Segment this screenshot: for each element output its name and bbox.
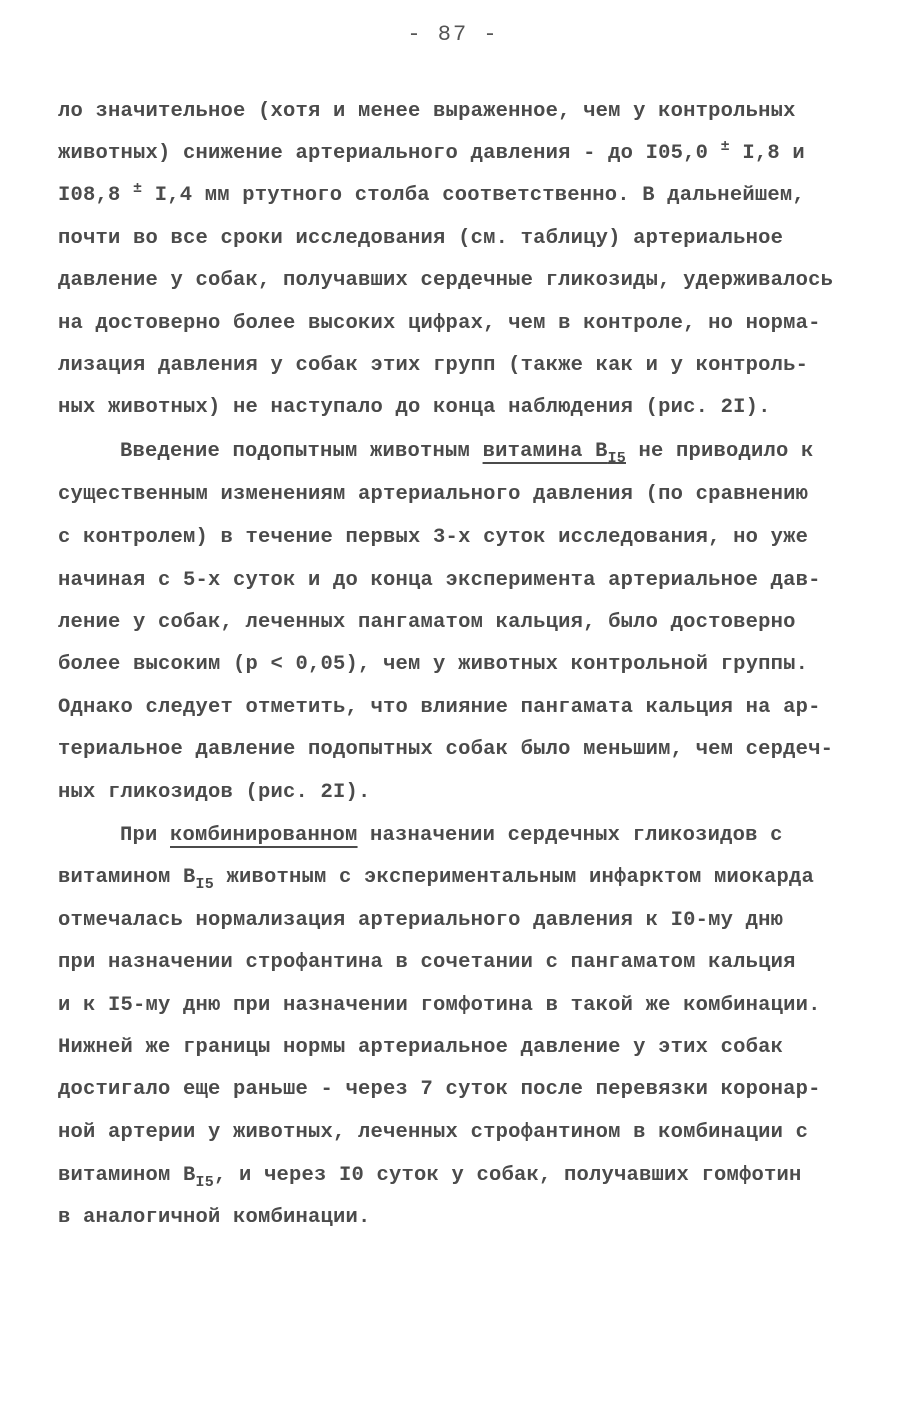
paragraph-2-line-8: териальное давление подопытных собак было меньшим, чем сердеч- bbox=[58, 738, 834, 761]
underlined-vitamin: витамина $В_{I5}$ bbox=[482, 440, 626, 467]
paragraph-3-line-10: в аналогичной комбинации. bbox=[58, 1206, 371, 1229]
paragraph-1-line-5: давление у собак, получавших сердечные гликозиды, удерживалось bbox=[58, 269, 834, 292]
plus-minus-sign: ± bbox=[133, 180, 143, 197]
paragraph-2-line-7: Однако следует отметить, что влияние пангамата кальция на ар- bbox=[58, 696, 821, 719]
paragraph-3-line-5: и к I5-му дню при назначении гомфотина в такой же комбинации. bbox=[58, 994, 821, 1017]
paragraph-2-line-4: начиная с 5-х суток и до конца эксперимента артериальное дав- bbox=[58, 569, 821, 592]
paragraph-1-line-4: почти во все сроки исследования (см. таблицу) артериальное bbox=[58, 227, 784, 250]
paragraph-1-line-8: ных животных) не наступало до конца наблюдения (рис. 2I). bbox=[58, 396, 771, 419]
paragraph-1-line-2: животных) снижение артериального давления - до I05,0 ± I,8 и bbox=[58, 138, 805, 165]
paragraph-2-line-2: существенным изменениям артериального давления (по сравнению bbox=[58, 483, 809, 506]
paragraph-3-line-3: отмечалась нормализация артериального давления к I0-му дню bbox=[58, 909, 784, 932]
paragraph-3-line-7: достигало еще раньше - через 7 суток после перевязки коронар- bbox=[58, 1078, 821, 1101]
paragraph-1-line-3: I08,8 ± I,4 мм ртутного столба соответственно. В дальнейшем, bbox=[58, 180, 805, 207]
paragraph-2-line-6: более высоким (р < 0,05), чем у животных контрольной группы. bbox=[58, 653, 809, 676]
paragraph-3-line-2: витамином $В_{I5}$ животным с экспериментальным инфарктом миокарда bbox=[58, 866, 815, 893]
paragraph-1-line-6: на достоверно более высоких цифрах, чем в контроле, но норма- bbox=[58, 312, 821, 335]
underlined-combined: комбинированном bbox=[170, 824, 358, 847]
paragraph-2-line-1: Введение подопытным животным витамина $В_{I5}$ не приводило к bbox=[120, 440, 814, 467]
paragraph-2-line-5: ление у собак, леченных пангаматом кальция, было достоверно bbox=[58, 611, 796, 634]
paragraph-3-line-4: при назначении строфантина в сочетании с пангаматом кальция bbox=[58, 951, 796, 974]
paragraph-3-line-6: Нижней же границы нормы артериальное давление у этих собак bbox=[58, 1036, 784, 1059]
paragraph-2-line-9: ных гликозидов (рис. 2I). bbox=[58, 781, 371, 804]
paragraph-3-line-9: витамином $В_{I5}$, и через I0 суток у собак, получавших гомфотин bbox=[58, 1164, 802, 1191]
paragraph-3-line-8: ной артерии у животных, леченных строфантином в комбинации с bbox=[58, 1121, 809, 1144]
paragraph-1-line-1: ло значительное (хотя и менее выраженное, чем у контрольных bbox=[58, 100, 796, 123]
paragraph-2-line-3: с контролем) в течение первых 3-х суток исследования, но уже bbox=[58, 526, 809, 549]
plus-minus-sign: ± bbox=[720, 138, 730, 155]
page-number: - 87 - bbox=[407, 22, 499, 47]
paragraph-3-line-1: При комбинированном назначении сердечных гликозидов с bbox=[120, 824, 783, 847]
paragraph-1-line-7: лизация давления у собак этих групп (также как и у контроль- bbox=[58, 354, 809, 377]
